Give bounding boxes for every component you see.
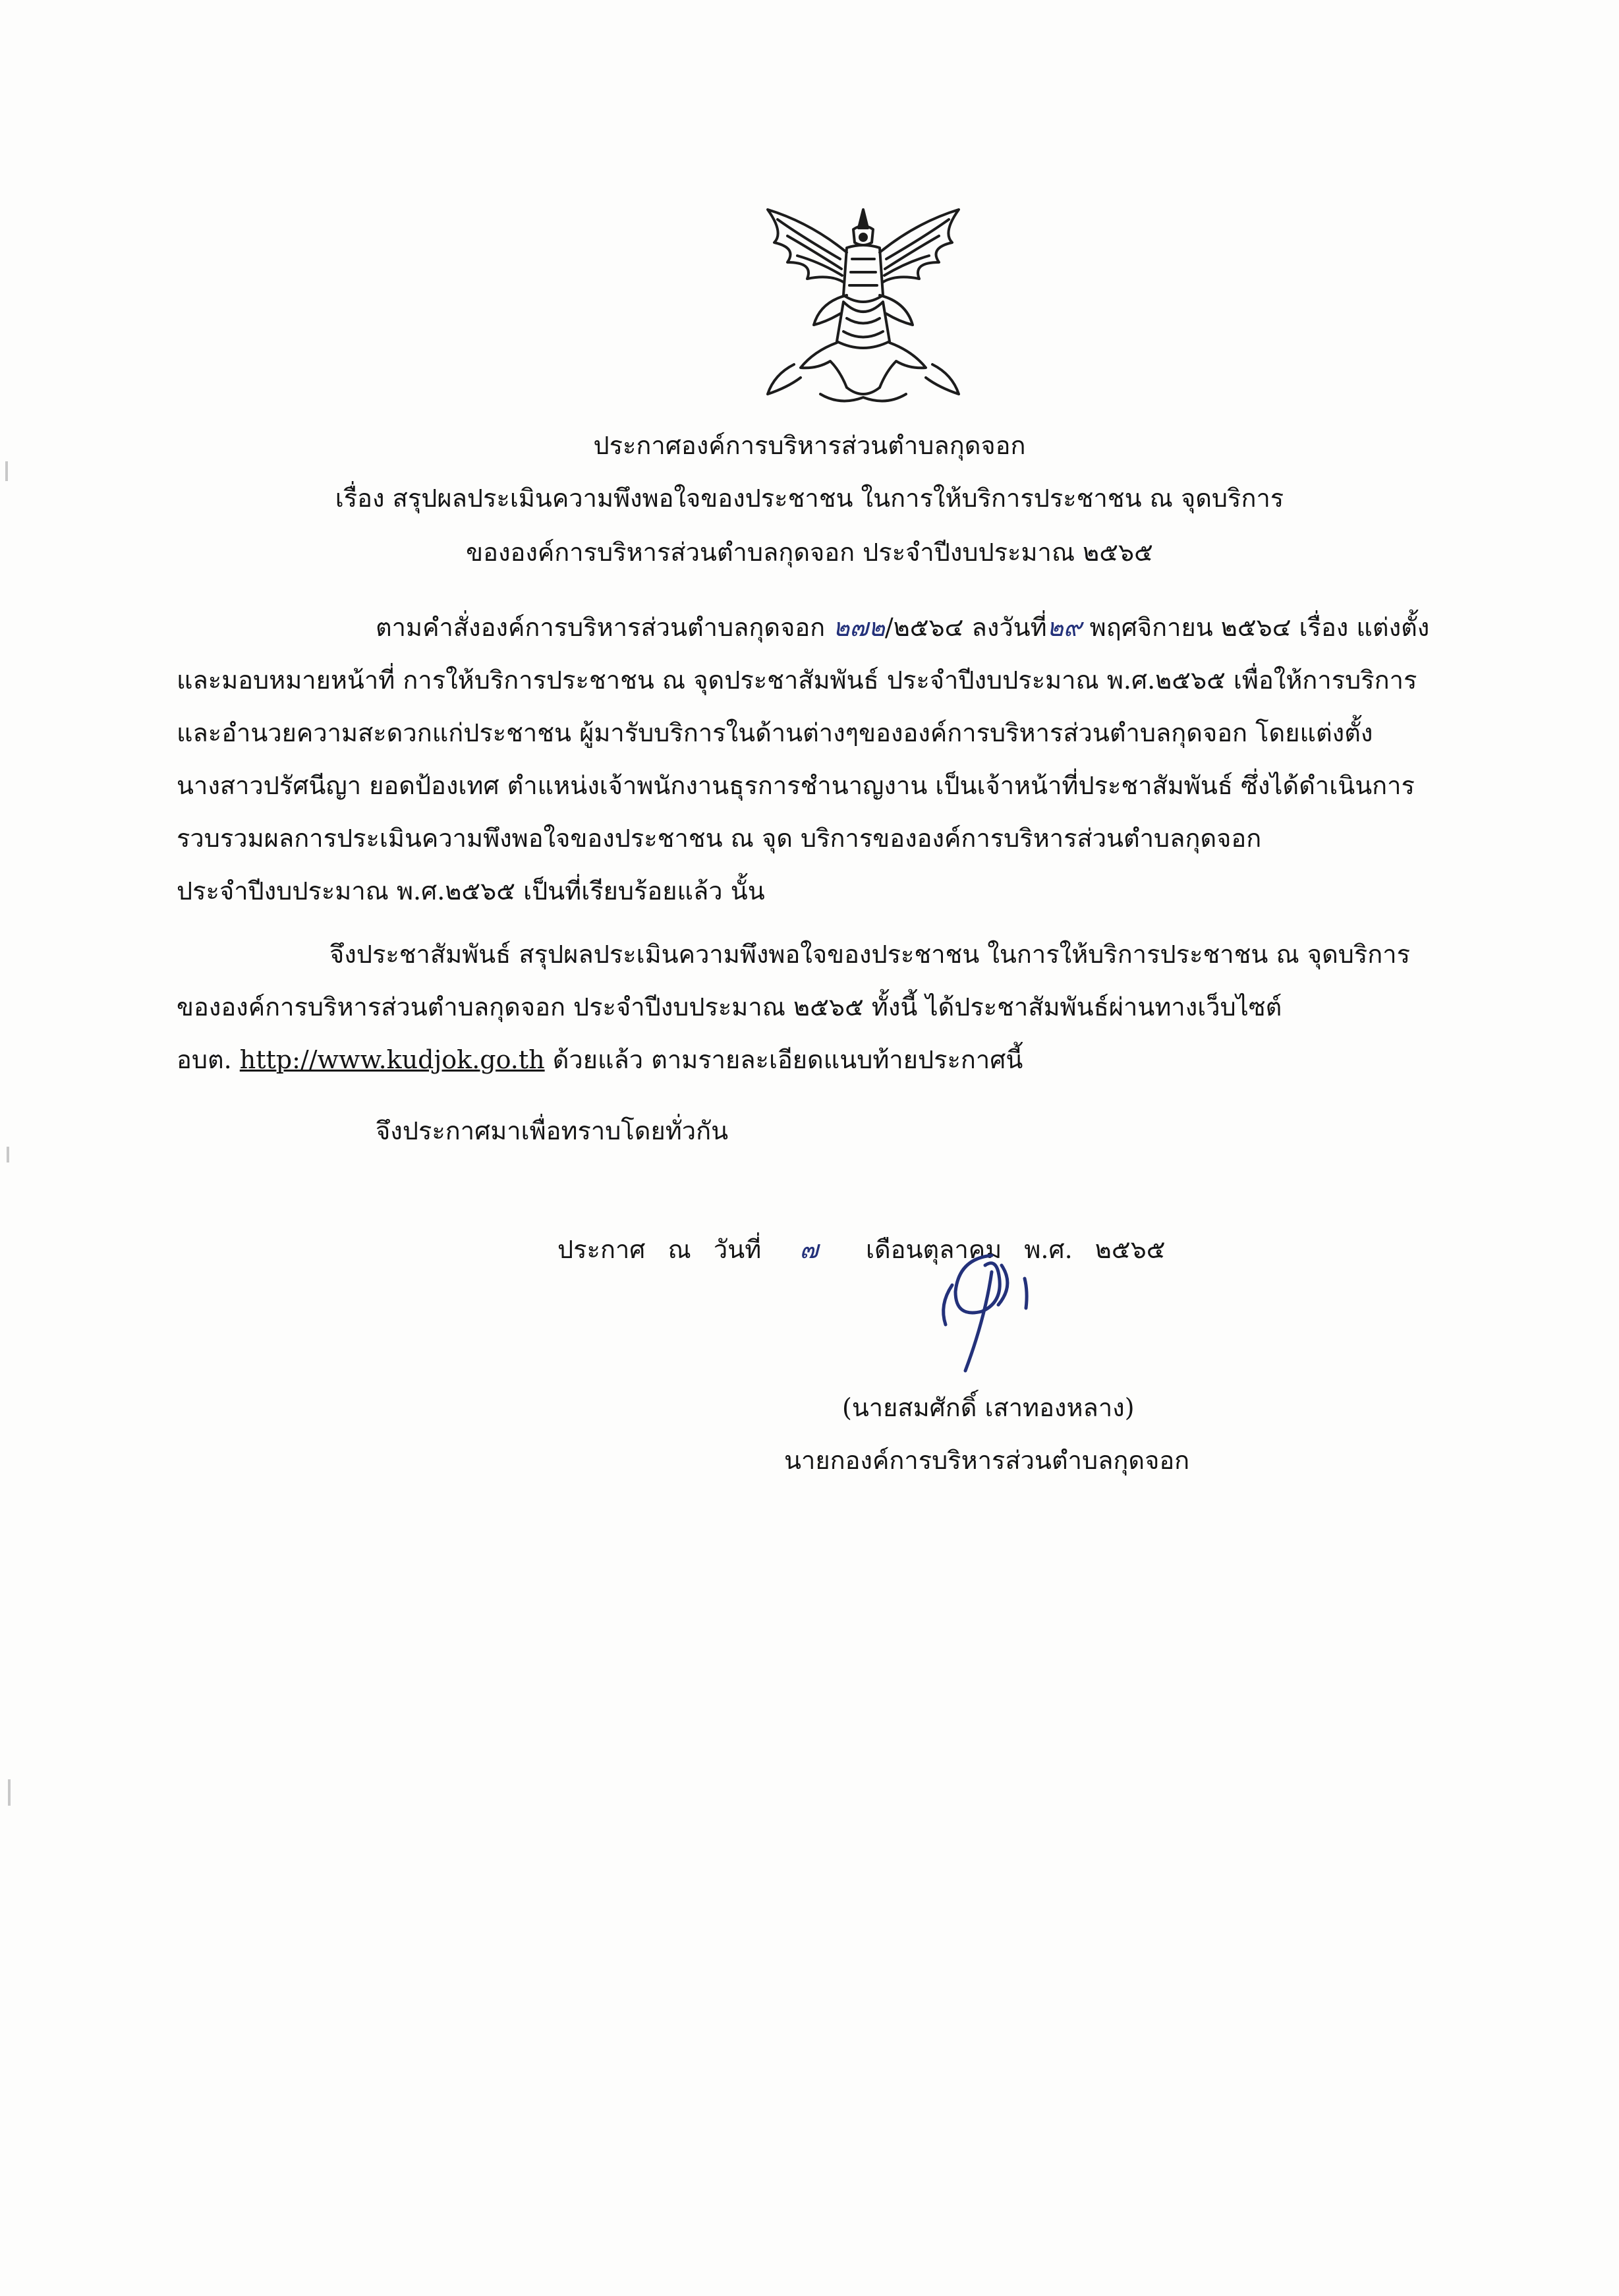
subject-line-2: ขององค์การบริหารส่วนตำบลกุดจอก ประจำปีงบประมาณ ๒๕๖๕	[466, 538, 1153, 567]
paragraph-line: ประจำปีงบประมาณ พ.ศ.๒๕๖๕ เป็นที่เรียบร้อยแล้ว นั้น	[177, 876, 765, 905]
paragraph-line: และอำนวยความสะดวกแก่ประชาชน ผู้มารับบริการในด้านต่างๆขององค์การบริหารส่วนตำบลกุดจอก โดยแต่งตั้ง	[177, 718, 1373, 747]
paragraph-line: ขององค์การบริหารส่วนตำบลกุดจอก ประจำปีงบประมาณ ๒๕๖๕ ทั้งนี้ ได้ประชาสัมพันธ์ผ่านทางเว็บไซต์	[177, 992, 1282, 1021]
closing-statement: จึงประกาศมาเพื่อทราบโดยทั่วกัน	[376, 1116, 729, 1145]
signer-name: (นายสมศักดิ์ เสาทองหลาง)	[842, 1393, 1135, 1422]
date-month: เดือนตุลาคม	[866, 1235, 1002, 1264]
date-era: พ.ศ.	[1024, 1235, 1073, 1264]
announcement-date	[557, 1231, 1179, 1268]
body-paragraph-1	[177, 601, 1541, 917]
garuda-emblem-icon	[748, 196, 979, 414]
paragraph-line: รวบรวมผลการประเมินความพึงพอใจของประชาชน ณ จุด บริการขององค์การบริหารส่วนตำบลกุดจอก	[177, 824, 1262, 853]
scan-mark	[7, 1147, 9, 1162]
subject-line: เรื่อง สรุปผลประเมินความพึงพอใจของประชาชน ในการให้บริการประชาชน ณ จุดบริการ	[335, 484, 1284, 513]
paragraph-line: และมอบหมายหน้าที่ การให้บริการประชาชน ณ จุดประชาสัมพันธ์ ประจำปีงบประมาณ พ.ศ.๒๕๖๕ เพื่อให้การบริการ	[177, 666, 1417, 695]
date-year: ๒๕๖๕	[1094, 1235, 1166, 1264]
handwritten-signature	[919, 1246, 1064, 1377]
handwritten-day: ๗	[799, 1235, 818, 1264]
scan-mark	[5, 461, 8, 481]
paragraph-line: นางสาวปรัศนีญา ยอดป้องเทศ ตำแหน่งเจ้าพนักงานธุรการชำนาญงาน เป็นเจ้าหน้าที่ประชาสัมพันธ์ ซึ่งได้ดำเนินการ	[177, 771, 1415, 800]
handwritten-order-number: ๒๗๒	[833, 613, 885, 642]
scan-mark	[8, 1779, 11, 1806]
date-at: ณ	[667, 1235, 691, 1264]
website-link[interactable]: http://www.kudjok.go.th	[239, 1045, 545, 1074]
paragraph-line: จึงประชาสัมพันธ์ สรุปผลประเมินความพึงพอใจของประชาชน ในการให้บริการประชาชน ณ จุดบริการ	[329, 940, 1411, 969]
paragraph-line: ตามคำสั่งองค์การบริหารส่วนตำบลกุดจอก ๒๗๒/๒๕๖๔ ลงวันที่๒๙ พฤศจิกายน ๒๕๖๔ เรื่อง แต่งตั้ง	[376, 613, 1430, 642]
handwritten-order-day: ๒๙	[1046, 613, 1082, 642]
signer-title: นายกองค์การบริหารส่วนตำบลกุดจอก	[784, 1446, 1190, 1475]
paragraph-line: อบต. http://www.kudjok.go.th ด้วยแล้ว ตามรายละเอียดแนบท้ายประกาศนี้	[177, 1045, 1023, 1074]
body-paragraph-2	[177, 928, 1541, 1086]
date-label: ประกาศ	[557, 1235, 646, 1264]
date-day-label: วันที่	[713, 1235, 762, 1264]
announcement-title: ประกาศองค์การบริหารส่วนตำบลกุดจอก	[593, 431, 1026, 460]
